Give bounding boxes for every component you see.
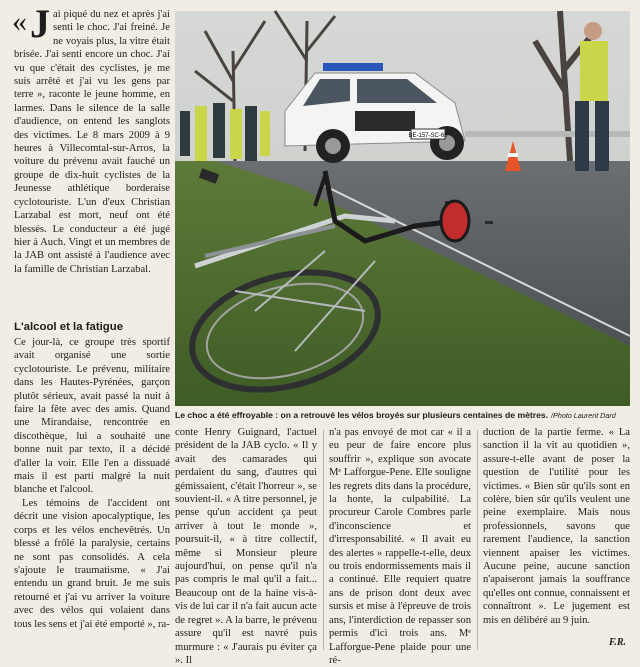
photo-credit: /Photo Laurent Dard	[551, 411, 616, 420]
paragraph: conte Henry Guignard, l'actuel président de la JAB cyclo. « Il y avait des camarades qui perdaient du sang, d'autres qui gémissaient, c'était l'horreur », se souvient-il. « A titre personnel, je pense qu'un accident ça peut arriver à tout le monde », poursuit-il, « à titre collectif, même si Monsieur pleure aujourd'hui, on pense qu'il n'a pas compris le mal qu'il a fait... Beaucoup ont de la haine vis-à-vis de lui car il n'a fait aucun acte de regret ». A la barre, le prévenu assure qu'il est navré puis murmure : « J'aurais pu éviter ça ». Il	[175, 427, 317, 666]
svg-text:BE-157-SC-65: BE-157-SC-65	[408, 133, 448, 139]
article-intro	[12, 1, 170, 318]
paragraph: duction de la partie ferme. « La sanction il la vit au quotidien », assure-t-elle avant de poser la question de l'utilité pour les victimes. « Bien sûr qu'ils sont en colère, bien sûr qu'ils veulent une peine exemplaire. Mais nous professionnels, savons que rarement l'audience, la sanction viennent apaiser les victimes. Aucune peine, aucune sanction n'apaiseront jamais la souffrance qu'elles ont connue, connaissent et connaîtront ». Le jugement est mis en délibéré au 9 juin.	[483, 427, 630, 626]
drop-cap: J	[30, 1, 50, 46]
accident-photo	[175, 11, 630, 406]
intro-text: ai piqué du nez et après j'ai senti le choc. J'ai freiné. Je ne voyais plus, la vitre était brisée. J'ai senti encore un choc. J'ai vu que c'était des cyclistes, je me suis arrêté et j'ai vu les gens par terre », raconte le jeune homme, en larmes. Dans le silence de la salle d'audience, on entend les sanglots des victimes. Le 8 mars 2009 à 9 heures à Villecomtal-sur-Arros, la voiture du prévenu avait fauché un groupe de dix-huit cyclistes de la Jeunesse athlétique borderaise cyclotouriste. L'un d'eux Christian Larzabal est mort, neuf ont été blessés. Le conducteur a été jugé hier à Auch. Vingt et un membres de la JAB ont assisté à l'audience avec la famille de Christian Larzabal.	[14, 9, 170, 275]
text-column-4	[483, 426, 630, 638]
text-column-3	[329, 426, 471, 666]
section-subheading: L'alcool et la fatigue	[14, 321, 124, 333]
column-divider	[323, 430, 324, 650]
caption-text: Le choc a été effroyable : on a retrouvé les vélos broyés sur plusieurs centaines de mètres.	[175, 410, 549, 420]
text-column-2	[175, 426, 317, 666]
text-column-1	[14, 336, 170, 654]
column-divider	[477, 430, 478, 650]
photo-caption	[175, 408, 630, 422]
paragraph: Ce jour-là, ce groupe très sportif avait organisé une sortie cyclotouriste. Le prévenu, militaire dans les Hautes-Pyrénées, garçon plutôt sérieux, avait passé la nuit à faire la fête avec des amis. Quand une Mirandaise, rencontrée en discothèque, lui a souhaité une bonne nuit par texto, il a décidé d'aller la voir. Elle l'en a dissuadé mais il est parti malgré la nuit blanche et l'alcool.	[14, 337, 170, 496]
paragraph: Les témoins de l'accident ont décrit une vision apocalyptique, les corps et les vélos enchevêtrés. Un blessé a frôlé la paralysie, certains ne sont pas consolidés. A cela s'ajoute le traumatisme. « J'ai entendu un grand bruit. Je me suis retourné et j'ai vu arriver la voiture avec des vélos qui volaient dans tous les sens et j'ai été emporté », ra-	[14, 497, 170, 630]
author-signature: F.R.	[608, 637, 626, 648]
paragraph: n'a pas envoyé de mot car « il a eu peur de faire encore plus souffrir », explique son avocate Mᵉ Lafforgue-Pene. Elle souligne les regrets dits dans la procédure, la honte, la culpabilité. La procureur Carole Combres parle d'inconscience et d'irresponsabilité. « Il avait eu des alertes » rappelle-t-elle, deux ou trois endormissements mais il a continué. Elle requiert quatre ans de prison dont deux avec sursis et mise à l'épreuve de trois ans, l'interdiction de repasser son permis d'ici trois ans. Mᵉ Lafforgue-Pene plaide pour une ré-	[329, 427, 471, 666]
opening-quote-mark: «	[12, 5, 27, 38]
